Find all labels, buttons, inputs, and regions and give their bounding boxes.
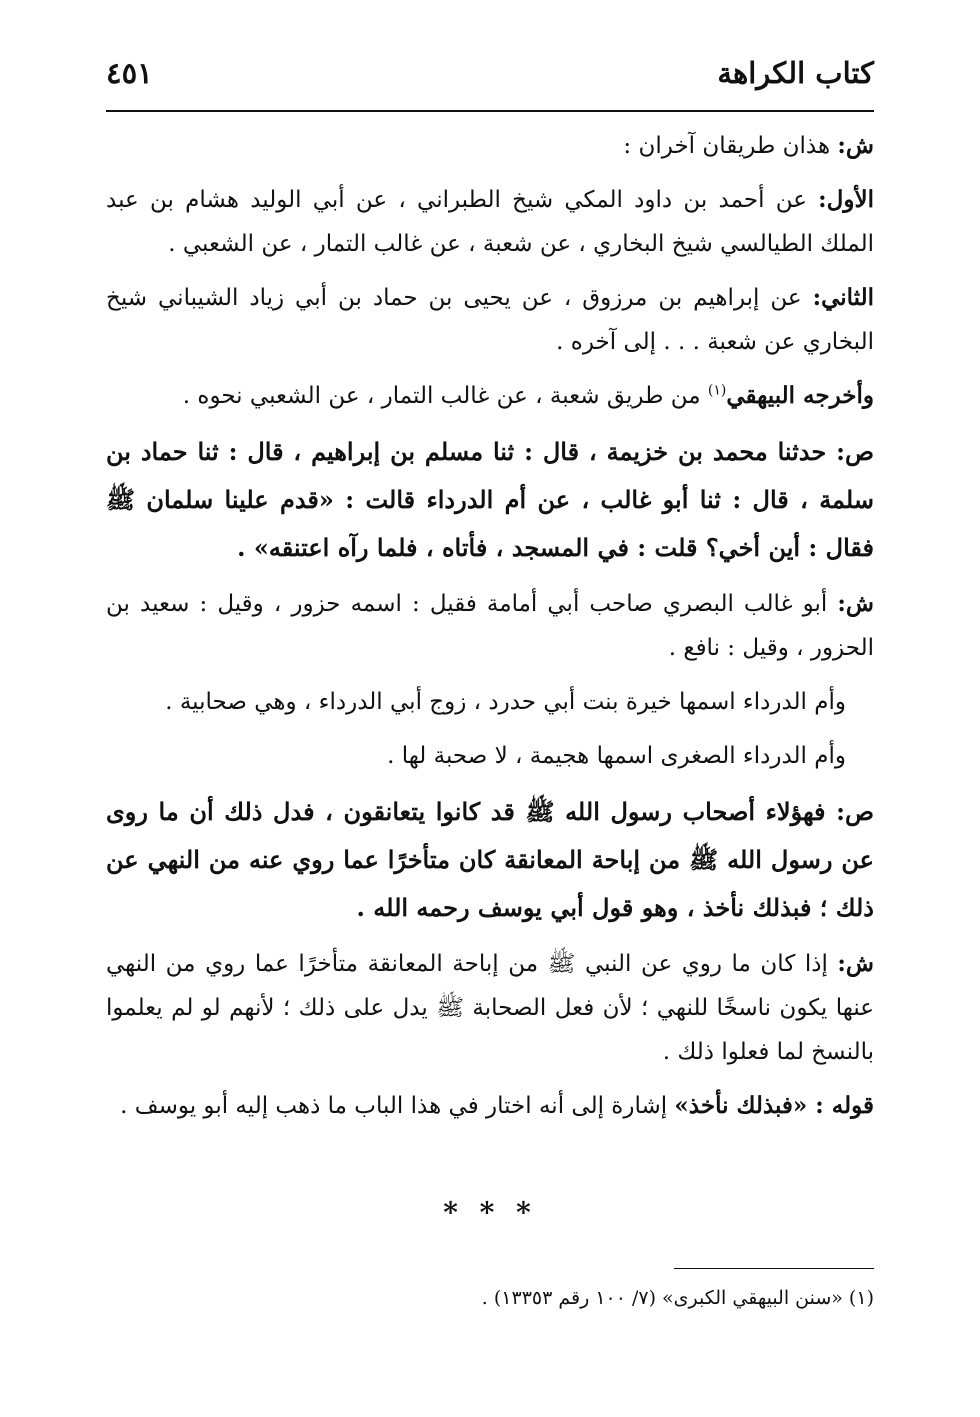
paragraph-text: عن أحمد بن داود المكي شيخ الطبراني ، عن أبي الوليد هشام بن عبد الملك الطيالسي شيخ البخاري ، عن شعبة ، عن غالب التمار ، عن الشعبي . <box>106 187 874 257</box>
paragraph-text: أبو غالب البصري صاحب أبي أمامة فقيل : اسمه حزور ، وقيل : سعيد بن الحزور ، وقيل : نافع . <box>106 591 874 661</box>
paragraph <box>106 734 874 778</box>
paragraph <box>106 276 874 364</box>
paragraph-text: فهؤلاء أصحاب رسول الله ﷺ قد كانوا يتعانقون ، فدل ذلك أن ما روى عن رسول الله ﷺ من إباحة المعانقة كان متأخرًا عما روي عنه من النهي عن ذلك ؛ فبذلك نأخذ ، وهو قول أبي يوسف رحمه الله . <box>106 797 874 922</box>
paragraph-label: ش: <box>837 590 874 617</box>
page-body <box>106 124 874 1138</box>
paragraph <box>106 178 874 266</box>
footnote: (١) «سنن البيهقي الكبرى» (٧/ ١٠٠ رقم ١٣٣٥٣) . <box>481 1287 874 1309</box>
paragraph <box>106 942 874 1074</box>
paragraph-label: الثاني: <box>812 284 874 311</box>
paragraph-text: وأم الدرداء اسمها خيرة بنت أبي حدرد ، زوج أبي الدرداء ، وهي صحابية . <box>165 689 846 715</box>
paragraph-text: إشارة إلى أنه اختار في هذا الباب ما ذهب إليه أبو يوسف . <box>120 1093 675 1119</box>
header-rule <box>106 110 874 112</box>
footnote-rule <box>674 1268 874 1269</box>
paragraph-label: الأول: <box>818 186 874 213</box>
paragraph-label: وأخرجه البيهقي <box>726 382 874 409</box>
paragraph-text: هذان طريقان آخران : <box>623 133 838 159</box>
page-header <box>106 56 874 106</box>
paragraph <box>106 582 874 670</box>
section-separator: * * * <box>443 1196 537 1229</box>
paragraph <box>106 428 874 572</box>
paragraph-label: ص: <box>836 797 874 826</box>
footnote-ref: (١) <box>707 382 727 399</box>
paragraph <box>106 374 874 418</box>
chapter-title: كتاب الكراهة <box>717 56 874 90</box>
paragraph <box>106 1084 874 1128</box>
paragraph-label: قوله : «فبذلك نأخذ» <box>674 1092 874 1119</box>
paragraph <box>106 680 874 724</box>
paragraph-text: وأم الدرداء الصغرى اسمها هجيمة ، لا صحبة لها . <box>387 743 846 769</box>
page-number: ٤٥١ <box>106 56 153 90</box>
paragraph-text: من طريق شعبة ، عن غالب التمار ، عن الشعبي نحوه . <box>182 383 708 409</box>
paragraph-text: حدثنا محمد بن خزيمة ، قال : ثنا مسلم بن إبراهيم ، قال : ثنا حماد بن سلمة ، قال : ثنا أبو غالب ، عن أم الدرداء قالت : «قدم علينا سلمان ﷺ فقال : أين أخي؟ قلت : في المسجد ، فأتاه ، فلما رآه اعتنقه» . <box>106 437 874 562</box>
paragraph <box>106 788 874 932</box>
paragraph-label: ش: <box>837 950 874 977</box>
paragraph-label: ص: <box>836 437 874 466</box>
paragraph-label: ش: <box>837 132 874 159</box>
paragraph <box>106 124 874 168</box>
paragraph-text: إذا كان ما روي عن النبي ﷺ من إباحة المعانقة متأخرًا عما روي من النهي عنها يكون ناسخًا للنهي ؛ لأن فعل الصحابة ﷺ يدل على ذلك ؛ لأنهم لو لم يعلموا بالنسخ لما فعلوا ذلك . <box>106 951 874 1065</box>
paragraph-text: عن إبراهيم بن مرزوق ، عن يحيى بن حماد بن أبي زياد الشيباني شيخ البخاري عن شعبة . . . إلى آخره . <box>106 285 874 355</box>
